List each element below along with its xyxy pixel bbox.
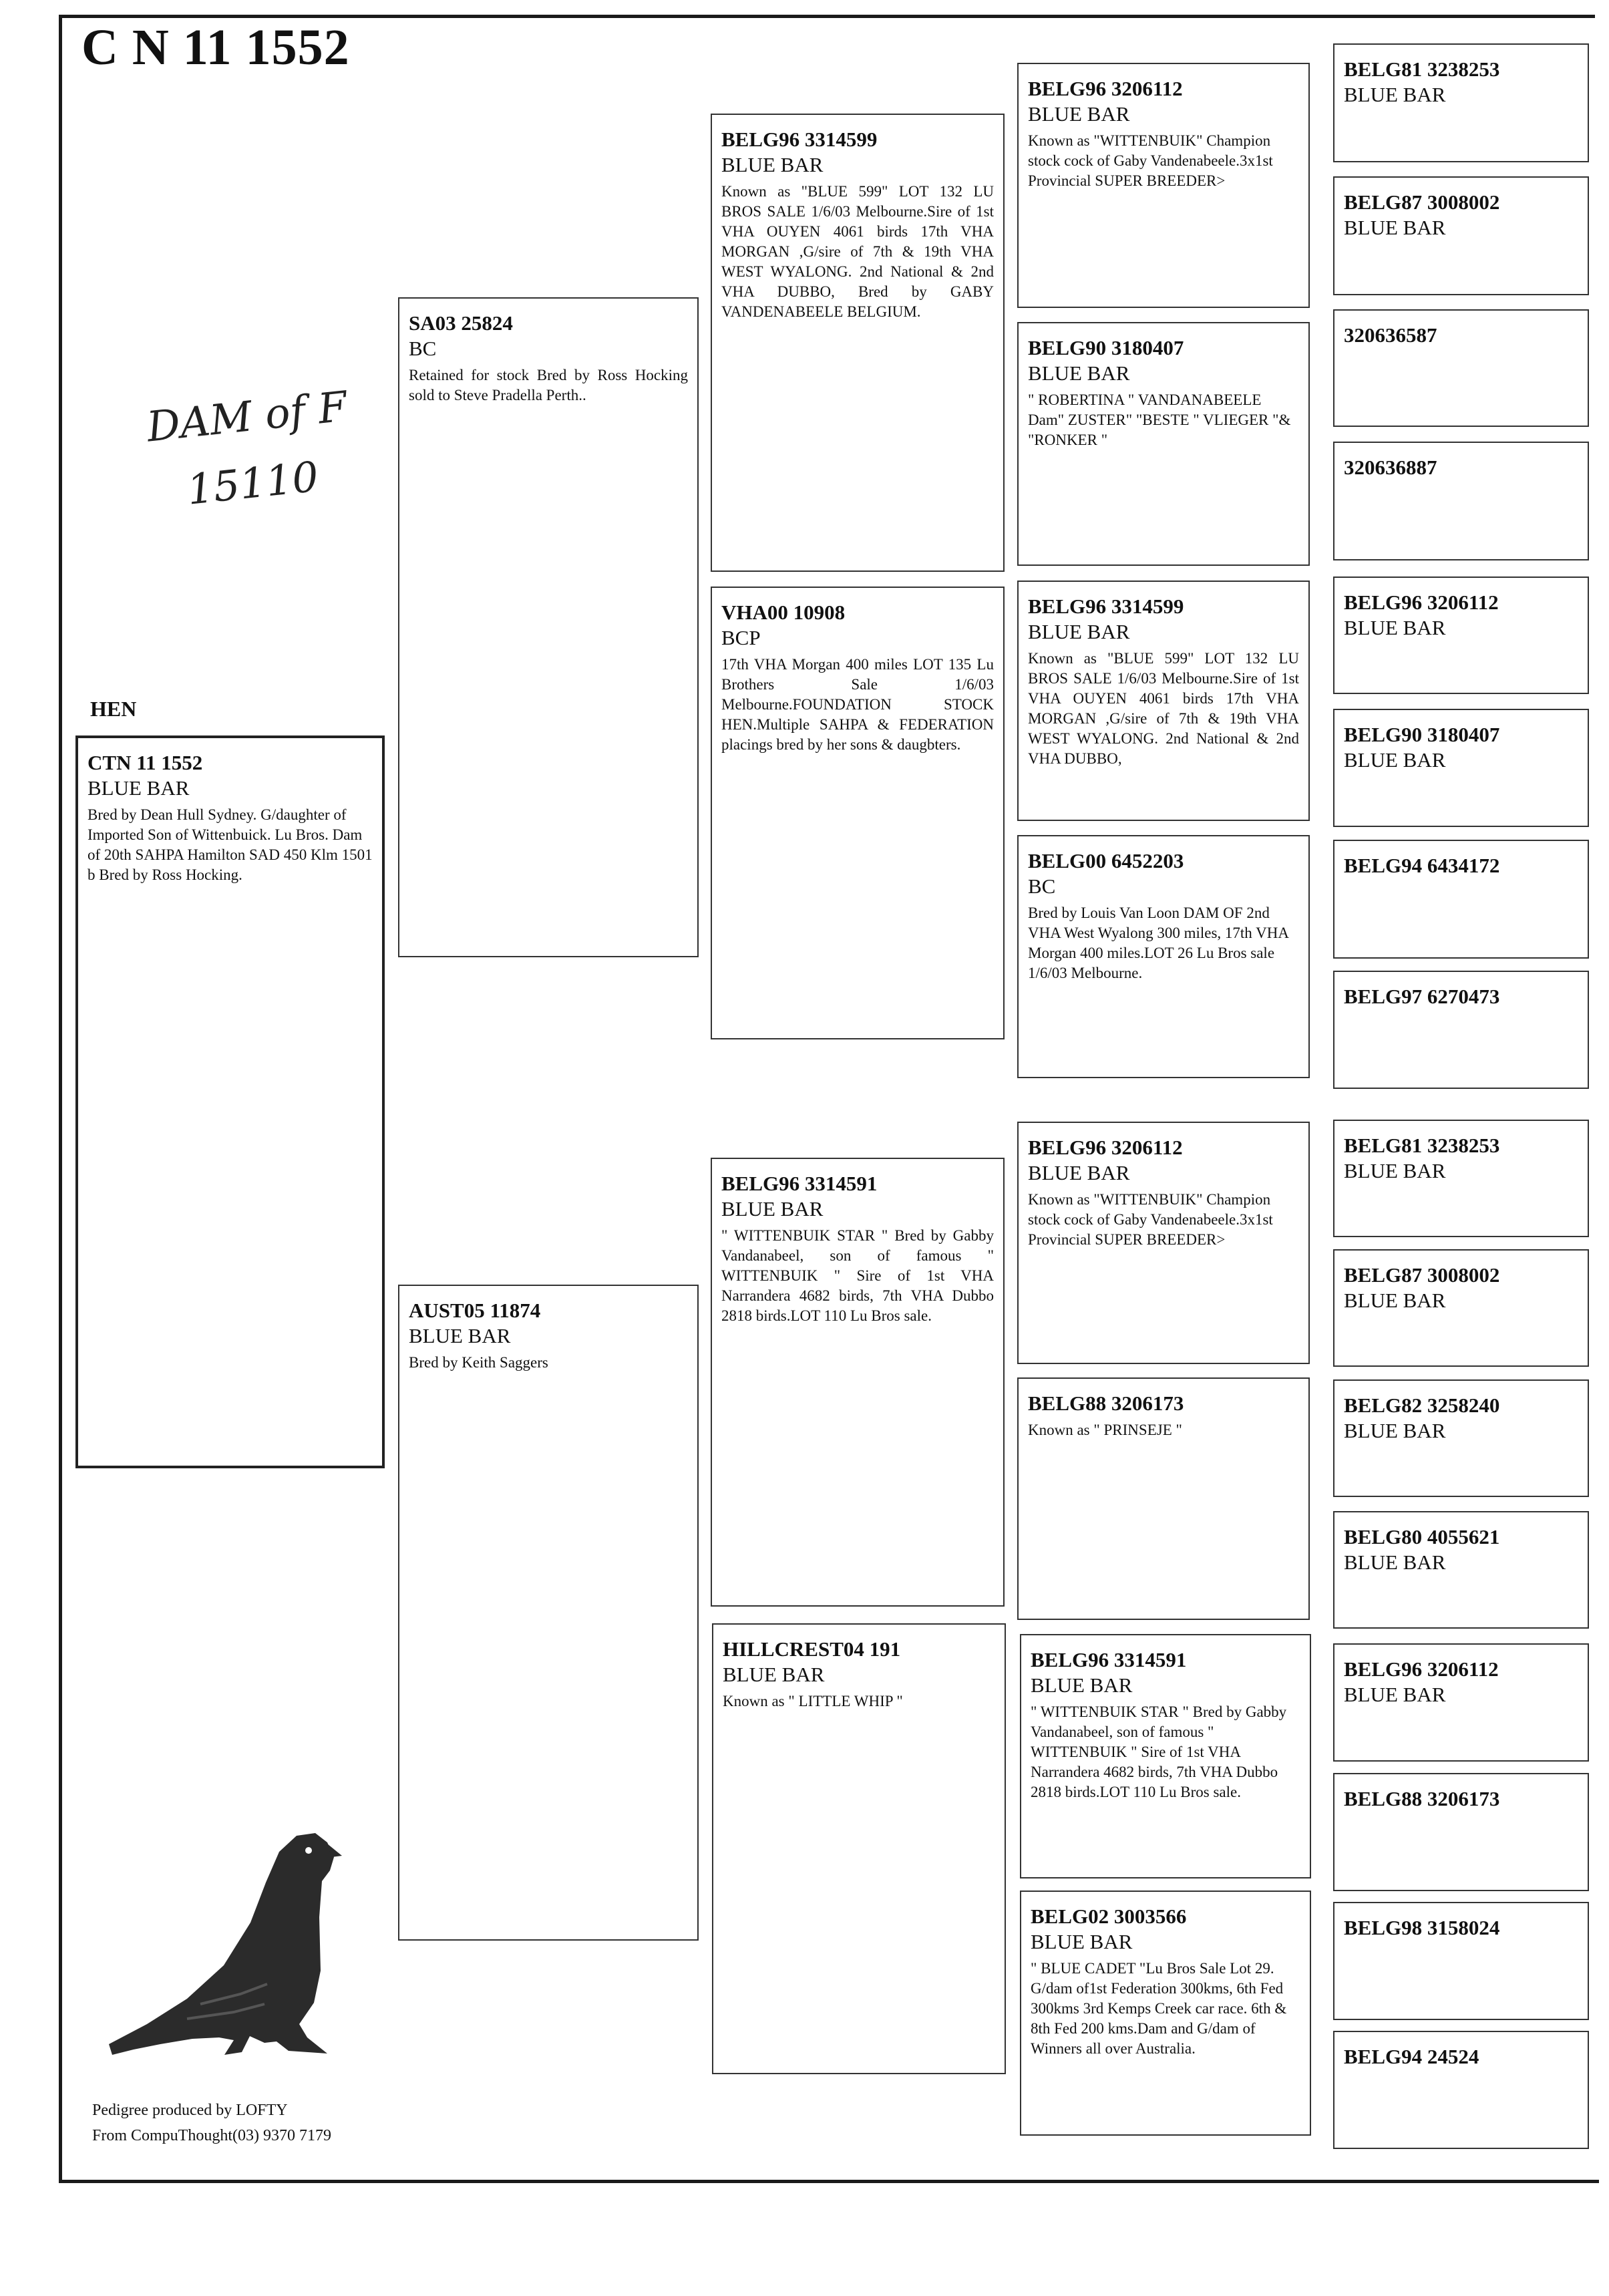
dam-box bbox=[398, 1285, 699, 1941]
gen3-box-8 bbox=[1020, 1891, 1311, 2136]
gen3-box-7 bbox=[1020, 1634, 1311, 1878]
gen3-band: BELG90 3180407 bbox=[1028, 336, 1184, 359]
frame-top-rule bbox=[59, 15, 1595, 18]
gen4-color: BLUE BAR bbox=[1344, 1550, 1446, 1574]
sire-sire-color: BLUE BAR bbox=[721, 153, 824, 176]
gen4-box-11 bbox=[1333, 1379, 1589, 1497]
gen3-box-2 bbox=[1017, 322, 1310, 566]
dam-sire-box bbox=[711, 1158, 1005, 1607]
gen4-band: 320636887 bbox=[1344, 456, 1437, 479]
frame-left-rule bbox=[59, 15, 62, 2183]
dam-band: AUST05 11874 bbox=[409, 1299, 541, 1322]
footer bbox=[92, 2098, 331, 2148]
subject-band: CTN 11 1552 bbox=[87, 751, 203, 774]
gen3-band: BELG02 3003566 bbox=[1031, 1905, 1187, 1928]
gen3-color: BLUE BAR bbox=[1028, 102, 1130, 126]
gen4-band: BELG94 6434172 bbox=[1344, 854, 1500, 877]
gen3-color: BLUE BAR bbox=[1031, 1930, 1133, 1953]
gen4-box-13 bbox=[1333, 1643, 1589, 1762]
sire-dam-box bbox=[711, 587, 1005, 1039]
gen3-note: Known as " PRINSEJE " bbox=[1028, 1422, 1182, 1438]
gen4-color: BLUE BAR bbox=[1344, 616, 1446, 639]
gen4-band: BELG81 3238253 bbox=[1344, 57, 1500, 81]
gen3-color: BC bbox=[1028, 874, 1056, 898]
gen4-box-16 bbox=[1333, 2031, 1589, 2149]
gen3-box-1 bbox=[1017, 63, 1310, 308]
gen4-box-12 bbox=[1333, 1511, 1589, 1629]
gen4-box-14 bbox=[1333, 1773, 1589, 1891]
gen4-box-1 bbox=[1333, 43, 1589, 162]
gen3-band: BELG96 3206112 bbox=[1028, 1136, 1183, 1159]
gen3-note: " ROBERTINA " VANDANABEELE Dam" ZUSTER" "BESTE " VLIEGER "& "RONKER " bbox=[1028, 391, 1291, 448]
gen4-band: BELG96 3206112 bbox=[1344, 591, 1499, 614]
dam-dam-note: Known as " LITTLE WHIP " bbox=[723, 1693, 903, 1709]
gen3-band: BELG00 6452203 bbox=[1028, 849, 1184, 872]
subject-note: Bred by Dean Hull Sydney. G/daughter of Imported Son of Wittenbuick. Lu Bros. Dam of 20th SAHPA Hamilton SAD 450 Klm 1501 b Bred by Ross Hocking. bbox=[87, 806, 373, 883]
gen4-box-6 bbox=[1333, 709, 1589, 827]
gen4-band: BELG94 24524 bbox=[1344, 2045, 1479, 2068]
gen3-box-3 bbox=[1017, 581, 1310, 821]
subject-box bbox=[75, 735, 385, 1468]
gen4-band: BELG90 3180407 bbox=[1344, 723, 1500, 746]
sire-dam-color: BCP bbox=[721, 626, 761, 649]
sire-dam-note: 17th VHA Morgan 400 miles LOT 135 Lu Brothers Sale 1/6/03 Melbourne.FOUNDATION STOCK HEN.Multiple SAHPA & FEDERATION placings bred by her sons & daugbters. bbox=[721, 656, 994, 753]
gen4-color: BLUE BAR bbox=[1344, 1289, 1446, 1312]
gen4-box-15 bbox=[1333, 1902, 1589, 2020]
sire-band: SA03 25824 bbox=[409, 311, 513, 335]
gen3-note: " BLUE CADET "Lu Bros Sale Lot 29. G/dam of1st Federation 300kms, 6th Fed 300kms 3rd Kemps Creek car race. 6th & 8th Fed 200 kms.Dam and G/dam of Winners all over Australia. bbox=[1031, 1960, 1287, 2057]
handwritten-line-2: 15110 bbox=[184, 452, 321, 514]
gen3-band: BELG96 3206112 bbox=[1028, 77, 1183, 100]
gen4-color: BLUE BAR bbox=[1344, 748, 1446, 772]
footer-line-2: From CompuThought(03) 9370 7179 bbox=[92, 2127, 331, 2144]
sire-color: BC bbox=[409, 337, 437, 360]
sex-label: HEN bbox=[90, 697, 137, 721]
gen4-band: BELG87 3008002 bbox=[1344, 190, 1500, 214]
gen3-note: Bred by Louis Van Loon DAM OF 2nd VHA West Wyalong 300 miles, 17th VHA Morgan 400 miles.LOT 26 Lu Bros sale 1/6/03 Melbourne. bbox=[1028, 905, 1288, 981]
gen3-box-4 bbox=[1017, 835, 1310, 1078]
gen3-color: BLUE BAR bbox=[1028, 1161, 1130, 1184]
gen4-color: BLUE BAR bbox=[1344, 83, 1446, 106]
footer-line-1: Pedigree produced by LOFTY bbox=[92, 2102, 288, 2119]
gen4-box-4 bbox=[1333, 442, 1589, 560]
gen4-box-2 bbox=[1333, 176, 1589, 295]
gen4-color: BLUE BAR bbox=[1344, 1419, 1446, 1442]
dam-sire-note: " WITTENBUIK STAR " Bred by Gabby Vandanabeel, son of famous " WITTENBUIK " Sire of 1st VHA Narrandera 4682 birds, 7th VHA Dubbo 2818 birds.LOT 110 Lu Bros sale. bbox=[721, 1227, 994, 1324]
dam-note: Bred by Keith Saggers bbox=[409, 1354, 548, 1371]
gen4-box-5 bbox=[1333, 577, 1589, 694]
gen4-box-3 bbox=[1333, 309, 1589, 427]
gen3-note: Known as "WITTENBUIK" Champion stock cock of Gaby Vandenabeele.3x1st Provincial SUPER BREEDER> bbox=[1028, 132, 1273, 189]
gen4-color: BLUE BAR bbox=[1344, 1683, 1446, 1706]
gen3-note: " WITTENBUIK STAR " Bred by Gabby Vandanabeel, son of famous " WITTENBUIK " Sire of 1st VHA Narrandera 4682 birds, 7th VHA Dubbo 2818 birds.LOT 110 Lu Bros sale. bbox=[1031, 1703, 1287, 1800]
gen4-box-9 bbox=[1333, 1120, 1589, 1237]
gen3-band: BELG88 3206173 bbox=[1028, 1391, 1184, 1415]
gen4-box-8 bbox=[1333, 971, 1589, 1089]
dam-dam-color: BLUE BAR bbox=[723, 1663, 825, 1686]
gen4-band: BELG80 4055621 bbox=[1344, 1525, 1500, 1548]
gen3-band: BELG96 3314599 bbox=[1028, 595, 1184, 618]
sire-sire-band: BELG96 3314599 bbox=[721, 128, 878, 151]
subject-color: BLUE BAR bbox=[87, 776, 190, 800]
gen4-box-7 bbox=[1333, 840, 1589, 959]
gen4-band: BELG82 3258240 bbox=[1344, 1393, 1500, 1417]
gen4-band: BELG96 3206112 bbox=[1344, 1657, 1499, 1681]
handwritten-note bbox=[144, 373, 357, 527]
pedigree-title: C N 11 1552 bbox=[81, 19, 350, 75]
gen3-box-5 bbox=[1017, 1122, 1310, 1364]
gen3-note: Known as "BLUE 599" LOT 132 LU BROS SALE 1/6/03 Melbourne.Sire of 1st VHA OUYEN 4061 birds 17th VHA MORGAN ,G/sire of 7th & 19th VHA WEST WYALONG. 2nd National & 2nd VHA DUBBO, bbox=[1028, 650, 1299, 767]
pigeon-icon bbox=[107, 1824, 381, 2071]
gen3-box-6 bbox=[1017, 1377, 1310, 1620]
dam-sire-color: BLUE BAR bbox=[721, 1197, 824, 1220]
gen4-color: BLUE BAR bbox=[1344, 1159, 1446, 1182]
frame-bottom-rule bbox=[59, 2180, 1599, 2183]
sire-sire-box bbox=[711, 114, 1005, 572]
gen4-band: BELG97 6270473 bbox=[1344, 985, 1500, 1008]
gen4-band: BELG98 3158024 bbox=[1344, 1916, 1500, 1939]
gen4-color: BLUE BAR bbox=[1344, 216, 1446, 239]
sire-note: Retained for stock Bred by Ross Hocking sold to Steve Pradella Perth.. bbox=[409, 367, 688, 403]
gen4-band: BELG88 3206173 bbox=[1344, 1787, 1500, 1810]
sire-sire-note: Known as "BLUE 599" LOT 132 LU BROS SALE 1/6/03 Melbourne.Sire of 1st VHA OUYEN 4061 birds 17th VHA MORGAN ,G/sire of 7th & 19th VHA WEST WYALONG. 2nd National & 2nd VHA DUBBO, Bred by GABY VANDENABEELE BELGIUM. bbox=[721, 183, 994, 320]
gen3-band: BELG96 3314591 bbox=[1031, 1648, 1187, 1671]
gen4-box-10 bbox=[1333, 1249, 1589, 1367]
sire-dam-band: VHA00 10908 bbox=[721, 601, 846, 624]
dam-dam-box bbox=[712, 1623, 1006, 2074]
gen3-note: Known as "WITTENBUIK" Champion stock cock of Gaby Vandenabeele.3x1st Provincial SUPER BREEDER> bbox=[1028, 1191, 1273, 1248]
dam-sire-band: BELG96 3314591 bbox=[721, 1172, 878, 1195]
gen4-band: BELG81 3238253 bbox=[1344, 1134, 1500, 1157]
dam-color: BLUE BAR bbox=[409, 1324, 511, 1347]
sire-box bbox=[398, 297, 699, 957]
gen4-band: BELG87 3008002 bbox=[1344, 1263, 1500, 1287]
gen3-color: BLUE BAR bbox=[1028, 361, 1130, 385]
gen3-color: BLUE BAR bbox=[1028, 620, 1130, 643]
handwritten-line-1: DAM of F bbox=[144, 381, 350, 452]
gen4-band: 320636587 bbox=[1344, 323, 1437, 347]
gen3-color: BLUE BAR bbox=[1031, 1673, 1133, 1697]
dam-dam-band: HILLCREST04 191 bbox=[723, 1637, 901, 1661]
